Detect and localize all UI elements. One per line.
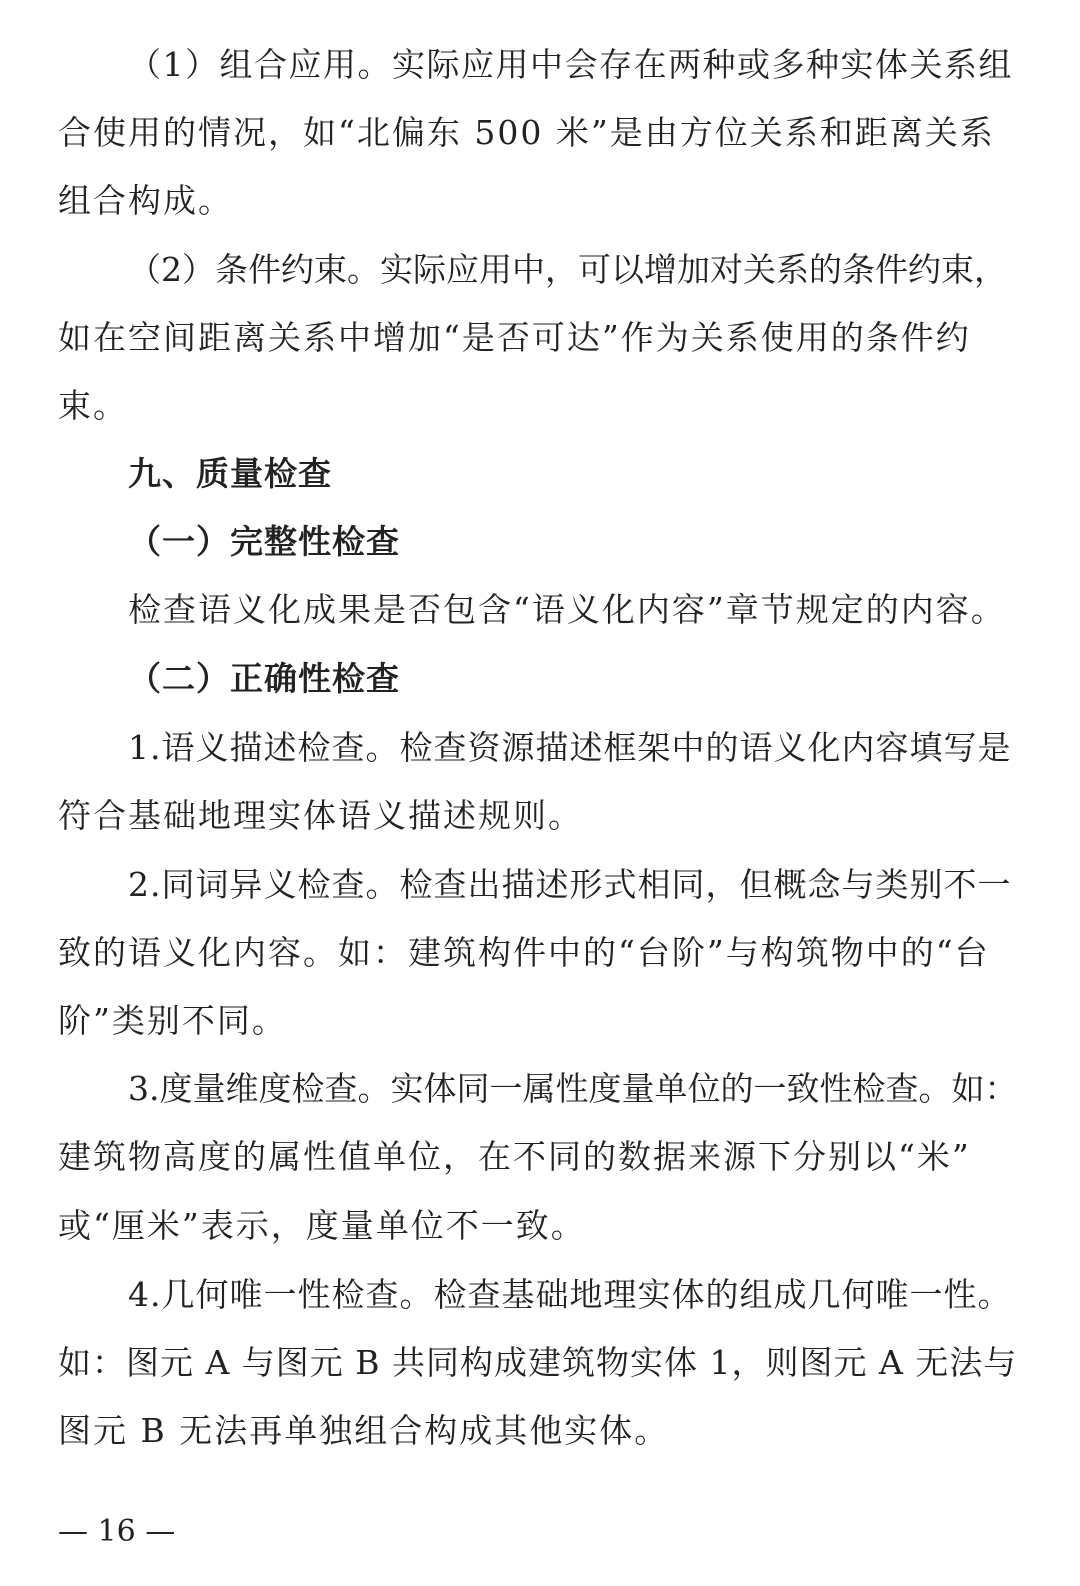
para2-line1: （2）条件约束。实际应用中，可以增加对关系的条件约束， — [128, 250, 1007, 289]
section-heading: 九、质量检查 — [128, 454, 332, 493]
item1-line2: 符合基础地理实体语义描述规则。 — [58, 796, 583, 835]
item4-line2: 如：图元 A 与图元 B 共同构成建筑物实体 1，则图元 A 无法与 — [58, 1343, 1018, 1382]
completeness-text: 检查语义化成果是否包含“语义化内容”章节规定的内容。 — [128, 590, 1006, 629]
item4-line1: 4.几何唯一性检查。检查基础地理实体的组成几何唯一性。 — [128, 1275, 1012, 1314]
para1-line3: 组合构成。 — [58, 181, 233, 220]
para1-line2: 合使用的情况，如“北偏东 500 米”是由方位关系和距离关系 — [58, 113, 995, 152]
item3-line1: 3.度量维度检查。实体同一属性度量单位的一致性检查。如： — [128, 1069, 1018, 1108]
item3-line2: 建筑物高度的属性值单位，在不同的数据来源下分别以“米” — [58, 1137, 971, 1176]
para2-line3: 束。 — [58, 386, 128, 425]
para1-line1: （1）组合应用。实际应用中会存在两种或多种实体关系组 — [128, 45, 1013, 84]
item3-line3: 或“厘米”表示，度量单位不一致。 — [58, 1206, 586, 1245]
page-number: — 16 — — [58, 1514, 176, 1549]
para2-line2: 如在空间距离关系中增加“是否可达”作为关系使用的条件约 — [58, 318, 971, 357]
subsection-heading-correctness: （二）正确性检查 — [128, 659, 400, 698]
subsection-heading-completeness: （一）完整性检查 — [128, 522, 400, 561]
item2-line3: 阶”类别不同。 — [58, 1001, 287, 1040]
item4-line3: 图元 B 无法再单独组合构成其他实体。 — [58, 1411, 670, 1450]
item1-line1: 1.语义描述检查。检查资源描述框架中的语义化内容填写是 — [128, 728, 1012, 767]
item2-line2: 致的语义化内容。如：建筑构件中的“台阶”与构筑物中的“台 — [58, 933, 990, 972]
item2-line1: 2.同词异义检查。检查出描述形式相同，但概念与类别不一 — [128, 865, 1012, 904]
